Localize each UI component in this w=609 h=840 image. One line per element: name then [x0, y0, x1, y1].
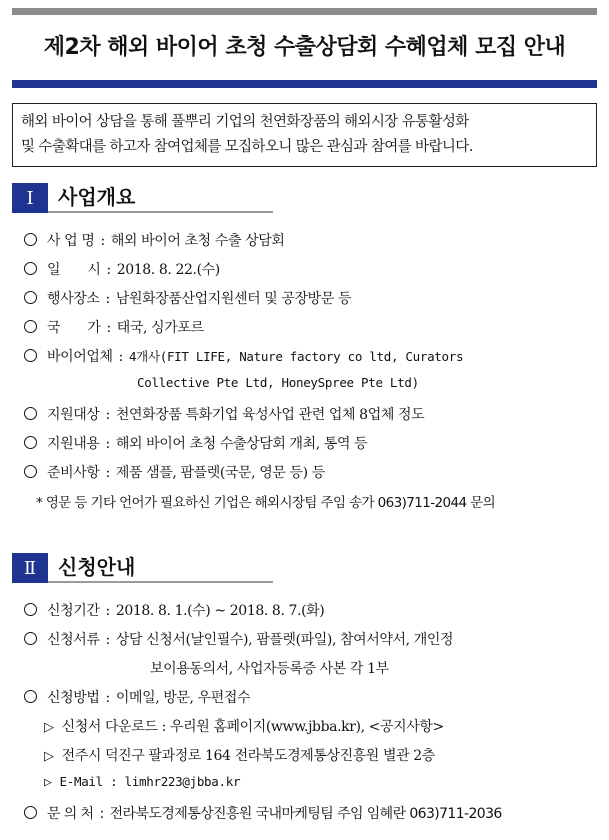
apply-period: 신청기간 : 2018. 8. 1.(수) ~ 2018. 8. 7.(화): [24, 600, 324, 620]
item-value: 4개사(FIT LIFE, Nature factory co ltd, Curators: [128, 349, 464, 364]
item-value: 천연화장품 특화기업 육성사업 관련 업체 8업체 정도: [115, 407, 425, 423]
circle-bullet-icon: [24, 320, 37, 333]
item-value: 제품 샘플, 팜플렛(국문, 영문 등) 등: [115, 465, 325, 481]
item-label: 행사장소: [47, 291, 100, 307]
item-label: 신청서류: [47, 632, 100, 648]
item-label: 국 가: [47, 320, 101, 336]
overview-item-buyers: 바이어업체 : 4개사(FIT LIFE, Nature factory co ltd, Curators: [24, 346, 463, 366]
item-value: 해외 바이어 초청 수출상담회 개최, 통역 등: [115, 436, 368, 452]
overview-item-prep: 준비사항 : 제품 샘플, 팜플렛(국문, 영문 등) 등: [24, 462, 325, 482]
overview-item-target: 지원대상 : 천연화장품 특화기업 육성사업 관련 업체 8업체 정도: [24, 404, 424, 424]
item-value: 남원화장품산업지원센터 및 공장방문 등: [115, 291, 352, 307]
item-value: 전라북도경제통상진흥원 국내마케팅팀 주임 임혜란 063)711-2036: [109, 806, 502, 822]
circle-bullet-icon: [24, 407, 37, 420]
item-label: 일 시: [47, 262, 101, 278]
circle-bullet-icon: [24, 262, 37, 275]
overview-item-country: 국 가 : 태국, 싱가포르: [24, 317, 204, 337]
overview-item-name: 사 업 명 : 해외 바이어 초청 수출 상담회: [24, 230, 285, 250]
triangle-right-icon: ▷: [44, 749, 54, 764]
section-2-header: [12, 553, 273, 583]
item-value: 이메일, 방문, 우편접수: [115, 690, 251, 706]
overview-item-venue: 행사장소 : 남원화장품산업지원센터 및 공장방문 등: [24, 288, 351, 308]
item-label: 사 업 명: [47, 233, 95, 249]
overview-item-support: 지원내용 : 해외 바이어 초청 수출상담회 개최, 통역 등: [24, 433, 367, 453]
item-label: 신청기간: [47, 603, 100, 619]
top-rule: [12, 8, 597, 15]
sub-text: 신청서 다운로드 : 우리원 홈페이지(www.jbba.kr), <공지사항>: [61, 719, 444, 735]
sub-text: E-Mail : limhr223@jbba.kr: [59, 774, 241, 789]
apply-docs: 신청서류 : 상담 신청서(날인필수), 팜플렛(파일), 참여서약서, 개인정: [24, 629, 453, 649]
item-label: 문 의 처: [47, 806, 94, 822]
triangle-right-icon: ▷: [44, 775, 52, 790]
intro-line-2: 및 수출확대를 하고자 참여업체를 모집하오니 많은 관심과 참여를 바랍니다.: [21, 139, 473, 155]
circle-bullet-icon: [24, 233, 37, 246]
circle-bullet-icon: [24, 806, 37, 819]
item-value: 해외 바이어 초청 수출 상담회: [110, 233, 285, 249]
apply-docs-cont: 보이용동의서, 사업자등록증 사본 각 1부: [150, 661, 389, 677]
triangle-right-icon: ▷: [44, 720, 54, 735]
section-1-title: 사업개요: [48, 183, 273, 213]
item-label: 바이어업체: [47, 349, 113, 365]
item-value: 상담 신청서(날인필수), 팜플렛(파일), 참여서약서, 개인정: [115, 632, 454, 648]
overview-note: * 영문 등 기타 언어가 필요하신 기업은 해외시장팀 주임 송가 063)711-2044 문의: [36, 495, 496, 511]
item-value: 태국, 싱가포르: [116, 320, 204, 336]
page-title: 제2차 해외 바이어 초청 수출상담회 수혜업체 모집 안내: [43, 35, 566, 60]
intro-box: [12, 103, 597, 167]
circle-bullet-icon: [24, 632, 37, 645]
circle-bullet-icon: [24, 690, 37, 703]
item-value: 2018. 8. 1.(수) ~ 2018. 8. 7.(화): [115, 603, 325, 619]
sub-text: 전주시 덕진구 팔과정로 164 전라북도경제통상진흥원 별관 2층: [61, 748, 435, 764]
item-label: 지원대상: [47, 407, 100, 423]
circle-bullet-icon: [24, 291, 37, 304]
apply-sub-email: [44, 774, 240, 790]
apply-sub-download: [44, 716, 444, 736]
item-label: 신청방법: [47, 690, 100, 706]
circle-bullet-icon: [24, 603, 37, 616]
apply-sub-address: [44, 745, 435, 765]
overview-item-date: 일 시 : 2018. 8. 22.(수): [24, 259, 220, 279]
circle-bullet-icon: [24, 349, 37, 362]
item-label: 지원내용: [47, 436, 100, 452]
section-1-header: [12, 183, 273, 213]
section-2-title: 신청안내: [48, 553, 273, 583]
circle-bullet-icon: [24, 436, 37, 449]
item-value: 2018. 8. 22.(수): [116, 262, 220, 278]
title-rule: [12, 80, 597, 88]
section-2-number: Ⅱ: [12, 553, 48, 583]
apply-method: 신청방법 : 이메일, 방문, 우편접수: [24, 687, 250, 707]
section-1-number: Ⅰ: [12, 183, 48, 213]
item-label: 준비사항: [47, 465, 100, 481]
overview-item-buyers-cont: Collective Pte Ltd, HoneySpree Pte Ltd): [137, 375, 419, 390]
intro-line-1: 해외 바이어 상담을 통해 풀뿌리 기업의 천연화장품의 해외시장 유통활성화: [21, 114, 469, 130]
circle-bullet-icon: [24, 465, 37, 478]
contact-info: 문 의 처 : 전라북도경제통상진흥원 국내마케팅팀 주임 임혜란 063)711-2036: [24, 803, 502, 823]
